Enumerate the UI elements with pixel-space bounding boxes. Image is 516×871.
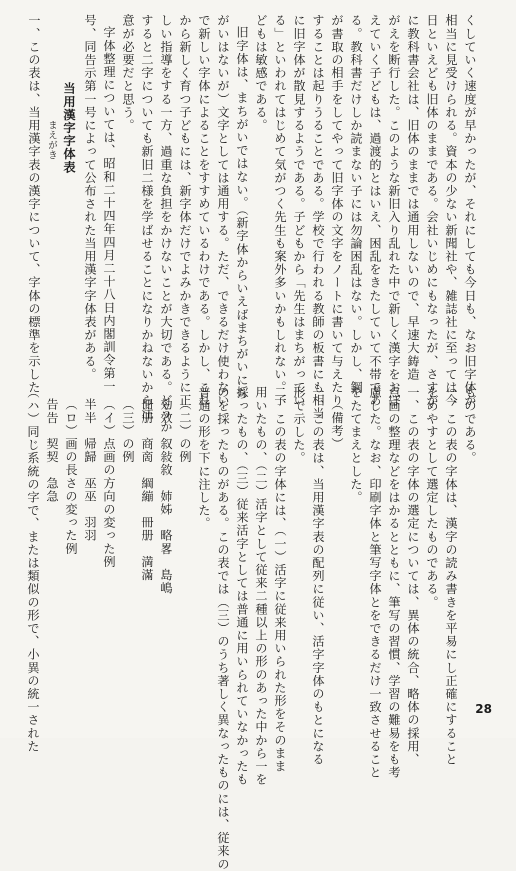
text-column: 告告 契契 急急 [45, 398, 59, 503]
text-column: る」といわれてはじめて気がつく先生も案外多いかもしれない。子 [273, 14, 287, 407]
text-column: 一、この表は、当用漢字表の漢字について、字体の標準を示した [27, 14, 41, 394]
text-column: すると二字についても新旧二様を学ばせることになりかねないから注 [140, 14, 154, 421]
text-column: （備考） [330, 398, 344, 451]
text-column: （イ）点画の方向の変った例 [102, 398, 116, 569]
text-column: くしていく速度が早かったが、それにしても今日も、なお旧字体が [463, 14, 477, 407]
text-column: （二）の例 [178, 398, 192, 464]
text-column: 効效 叙敍敘 姉姊 略畧 島嶋 [159, 398, 173, 595]
text-column: ものである。 [463, 386, 477, 465]
text-column: 普通の形を下に注した。 [197, 386, 211, 531]
text-column: 相当に見受けられる。資本の少ない新聞社や、雑誌社に至っては今 [444, 14, 458, 407]
text-column: から新しく育つ子どもには、新字体だけでよみかきできるように正 [178, 14, 192, 407]
text-column: 点画の整理などをはかるとともに、筆写の習慣、学習の難易をも考 [387, 386, 401, 779]
text-column: 日といえども旧体のままである。会社いじめにもなったが、さすが [425, 14, 439, 407]
text-column: が書取の相手をしてやって旧字体の文字をノートに書いて与えたり [330, 14, 344, 407]
text-column: 半半 帰歸 巫巫 羽羽 [83, 398, 97, 543]
text-column: をたてまえとした。 [349, 386, 363, 504]
text-column: えていく子どもは、過渡的とはいえ、困乱をきたしていて不帯であ [368, 14, 382, 407]
text-column: することは起りうることである。学校で行われる教師の板書にも相当 [311, 14, 325, 421]
text-column: 冊册 商啇 綱繃 冊册 満滿 [140, 398, 154, 582]
text-column: に教科書会社は、旧体のままでは通用しないので、早速大鋳造 [406, 14, 420, 381]
text-column: 採ったもの、（三）従来活字としては普通に用いられていなかったも [235, 386, 249, 786]
text-column: 慮した。なお、印刷字体と筆写字体とをできるだけ一致させること [368, 386, 382, 779]
text-column: で新しい字体によることをすすめているわけである。しかし、これ [197, 14, 211, 407]
text-column: をめやすとして選定したものである。 [425, 386, 439, 609]
text-column: がいはないが）文字としては通用する。ただ、できるだけ使わない [216, 14, 230, 407]
text-column: に旧字体が散見するようである。子どもから「先生はまちがってい [292, 14, 306, 407]
text-column: のを採ったものがある。この表では（三）のうち著しく異なったものには、従来の [216, 386, 230, 871]
page-number: 28 [475, 702, 492, 716]
text-column: 一、この表は、当用漢字表の配列に従い、活字字体のもとになる [311, 386, 325, 766]
text-column: 一、この表の字体は、漢字の読み書きを平易にし正確にすること [444, 386, 458, 766]
section-heading: 当用漢字字体表 [62, 82, 76, 174]
text-column: 用いたもの、（二）活字として従来二種以上の形のあった中から一を [254, 386, 268, 786]
text-column: （三）の例 [121, 398, 135, 464]
text-column: 号、同告示第一号によって公布された当用漢字字体表がある。 [83, 14, 97, 381]
text-column: 意が必要だと思う。 [121, 14, 135, 132]
text-column: （ロ）画の長さの変った例 [64, 398, 78, 556]
text-column: がえを断行した。このような新旧入り乱れた中で新しく漢字をおぼ [387, 14, 401, 407]
text-column: る。教科書だけしか読まない子には勿論困乱はない。しかし、鋼 [349, 14, 363, 394]
text-column: 字体整理については、昭和二十四年四月二十八日内閣訓令第一 [102, 26, 116, 393]
text-column: 形で示した。 [292, 386, 306, 465]
text-column: 二、この表の字体には、（一）活字に従来用いられた形をそのまま [273, 386, 287, 773]
text-column: 旧字体は、まちがいではない。（新字体からいえばまちがいにち [235, 26, 249, 400]
text-column: どもは敏感である。 [254, 14, 268, 132]
text-column: 一、この表の字体の選定については、異体の統合、略体の採用、 [406, 386, 420, 766]
text-column: （ハ）同じ系統の字で、または類似の形で、小異の統一された [26, 386, 40, 753]
section-subheading: まえがき [46, 120, 57, 160]
text-column: しい指導をする一方、過重な負担をかけないことが大切である。どうか [159, 14, 173, 434]
